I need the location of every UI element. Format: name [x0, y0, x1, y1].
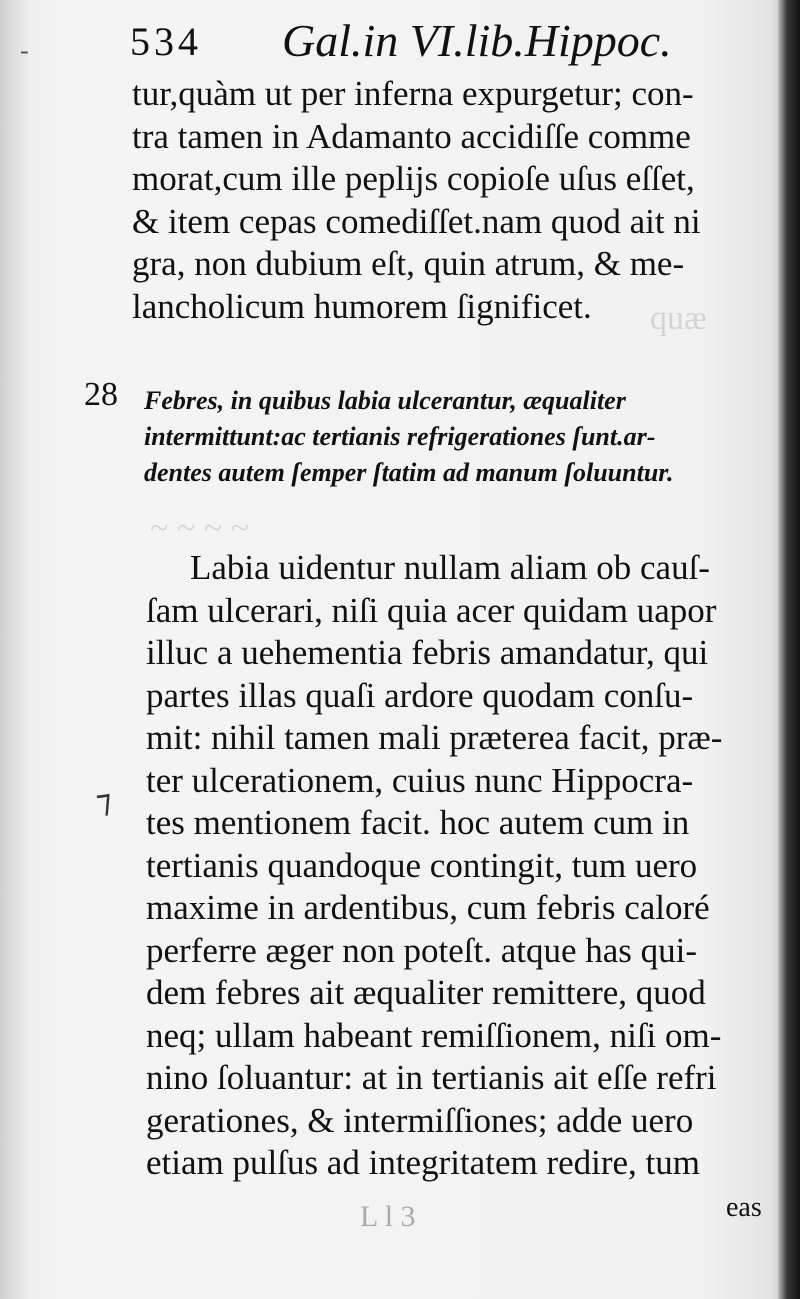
page-number: 534 [130, 19, 202, 64]
aphorism-line: dentes autem ſemper ſtatim ad manum ſoluuntur. [144, 458, 674, 487]
signature-mark: L l 3 [360, 1200, 416, 1233]
bleed-through-text: ~ ~ ~ ~ [150, 510, 250, 547]
text-line: morat,cum ille peplijs copioſe uſus eſſet, [132, 159, 695, 198]
text-line: tur,quàm ut per inferna expurgetur; con- [132, 74, 694, 113]
text-line: tertianis quandoque contingit, tum uero [146, 845, 698, 885]
aphorism-line: Febres, in quibus labia ulcerantur, æqualiter [144, 386, 626, 415]
text-line: partes illas quaſi ardore quodam conſu- [146, 675, 694, 715]
text-line: neq; ullam habeant remiſſionem, niſi om- [146, 1015, 722, 1055]
running-head: Gal.in VI.lib.Hippoc. [282, 15, 672, 66]
text-line: lancholicum humorem ſignificet. [132, 286, 592, 326]
margin-annotation-mark: ⁊ [93, 782, 115, 820]
text-line: & item cepas comediſſet.nam quod ait ni [132, 201, 701, 241]
text-line: ter ulcerationem, cuius nunc Hippocra- [146, 760, 694, 800]
text-line: ſam ulcerari, niſi quia acer quidam uapor [146, 590, 717, 630]
text-line: Labia uidentur nullam aliam ob cauſ- [190, 548, 710, 587]
text-line: illuc a uehementia febris amandatur, qui [146, 633, 709, 672]
aphorism-text [144, 383, 764, 491]
aphorism-line: intermittunt:ac tertianis refrigerationes ſunt.ar- [144, 422, 656, 451]
page-header [130, 14, 770, 70]
text-line: mit: nihil tamen mali præterea facit, præ- [146, 718, 723, 757]
bleed-through-text: quæ [650, 300, 707, 337]
text-line: maxime in ardentibus, cum febris caloré [146, 888, 710, 927]
text-line: nino ſoluantur: at in tertianis ait eſſe refri [146, 1058, 717, 1097]
text-line: dem febres ait æqualiter remittere, quod [146, 973, 706, 1012]
book-gutter-edge [778, 0, 800, 1299]
catchword: eas [726, 1192, 762, 1223]
text-line: tes mentionem facit. hoc autem cum in [146, 803, 690, 842]
text-line: etiam pulſus ad integritatem redire, tum [146, 1143, 701, 1182]
aphorism-number: 28 [84, 376, 118, 413]
text-line: gra, non dubium eſt, quin atrum, & me- [132, 244, 685, 283]
commentary-block-main [146, 547, 776, 1185]
text-line: tra tamen in Adamanto accidiſſe comme [132, 116, 691, 156]
text-line: perferre æger non poteſt. atque has qui- [146, 930, 698, 970]
margin-dash: - [20, 36, 29, 65]
text-line: gerationes, & intermiſſiones; adde uero [146, 1100, 694, 1140]
commentary-block-top [132, 73, 762, 328]
